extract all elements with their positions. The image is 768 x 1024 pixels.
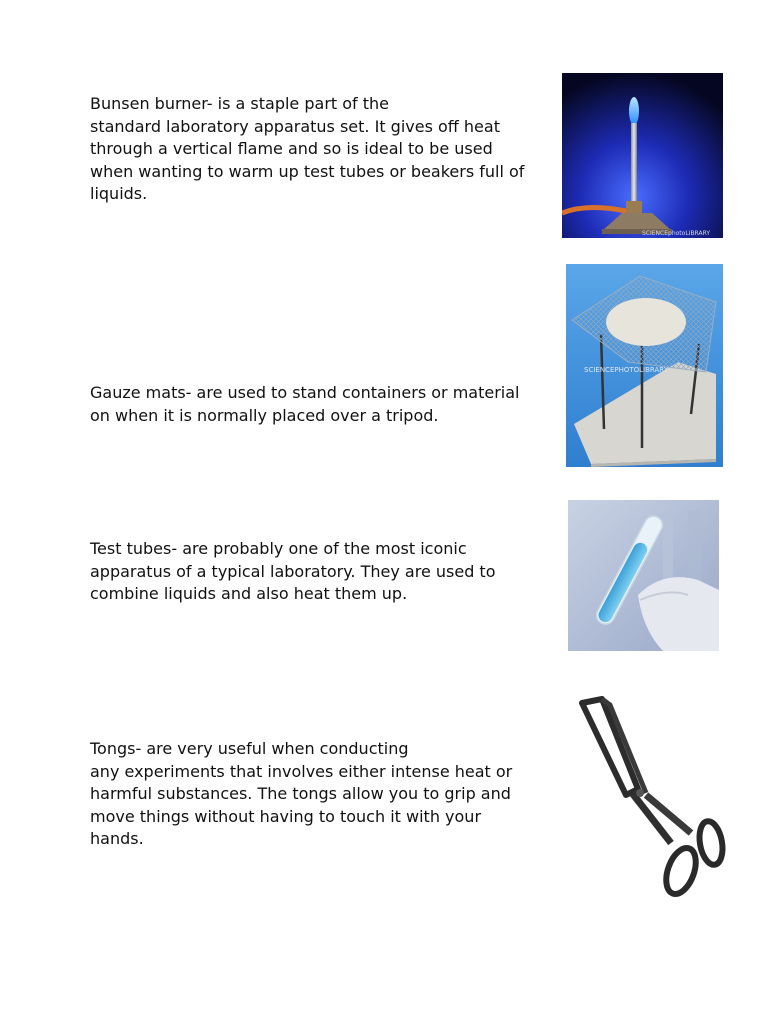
text-line: on when it is normally placed over a tripod. [90, 405, 439, 425]
text-line: liquids. [90, 184, 148, 203]
tongs-description [90, 738, 550, 851]
tongs-illustration [566, 693, 730, 905]
gauze-mat-description [90, 382, 550, 427]
watermark-text: SCIENCEPHOTOLIBRARY [584, 366, 668, 374]
text-line: through a vertical flame and so is ideal to be used [90, 139, 493, 158]
text-line: Tongs- are very useful when conducting [90, 739, 409, 758]
bunsen-burner-description [90, 93, 550, 206]
gauze-mat-photo [566, 264, 723, 467]
test-tube-photo [568, 500, 719, 651]
text-line: any experiments that involves either intense heat or [90, 761, 513, 781]
text-line: hands. [90, 829, 144, 848]
text-line: Test tubes- are probably one of the most iconic [90, 539, 467, 558]
flame-shape [629, 97, 639, 125]
text-line: Gauze mats- are used to stand containers or material [90, 383, 520, 402]
bunsen-burner-illustration [562, 73, 723, 238]
gauze-mat-illustration [566, 264, 723, 467]
bunsen-burner-photo [562, 73, 723, 238]
text-line: Bunsen burner- is a staple part of the [90, 94, 390, 113]
test-tube-description [90, 538, 550, 606]
text-line: when wanting to warm up test tubes or beakers full of [90, 161, 525, 181]
tongs-photo [566, 693, 730, 905]
text-line: apparatus of a typical laboratory. They are used to [90, 561, 496, 581]
text-line: harmful substances. The tongs allow you to grip and [90, 784, 511, 803]
test-tube-illustration [568, 500, 719, 651]
watermark-text: SCIENCEphotoLIBRARY [642, 230, 711, 237]
text-line: standard laboratory apparatus set. It gives off heat [90, 116, 500, 136]
text-line: combine liquids and also heat them up. [90, 584, 408, 603]
text-line: move things without having to touch it with your [90, 806, 482, 826]
